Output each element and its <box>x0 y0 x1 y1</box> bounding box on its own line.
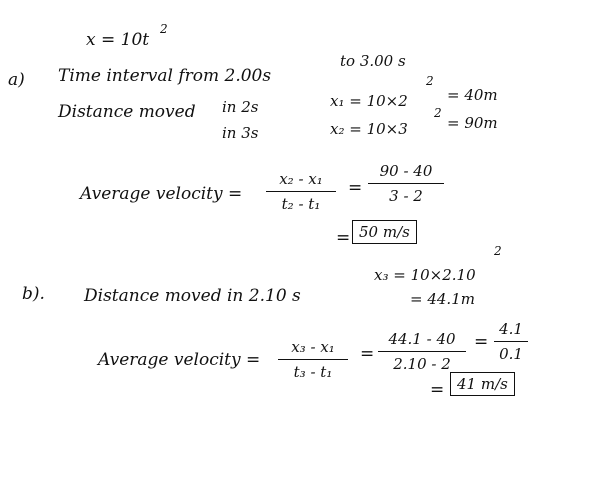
x1-expression: x₁ = 10×2 <box>330 92 408 110</box>
in-2s-label: in 2s <box>222 98 259 116</box>
position-exponent: 2 <box>160 22 168 36</box>
velocity-formula-a <box>266 172 336 212</box>
x3-exponent: 2 <box>494 244 502 258</box>
position-equation: x = 10t <box>86 30 150 50</box>
substitution-a <box>368 164 444 204</box>
substitution-b-bar <box>378 351 466 352</box>
simplified-b-denominator: 0.1 <box>499 345 523 363</box>
simplified-b-bar <box>494 341 528 342</box>
substitution-a-denominator: 3 - 2 <box>389 187 423 205</box>
x2-exponent: 2 <box>434 106 442 120</box>
x1-exponent: 2 <box>426 74 434 88</box>
x3-expression: x₃ = 10×2.10 <box>374 266 476 284</box>
equals-a1: = <box>348 178 363 198</box>
x1-result: = 40m <box>447 86 498 104</box>
formula-a-denominator: t₂ - t₁ <box>281 195 321 213</box>
velocity-formula-b <box>278 340 348 380</box>
answer-a-box: 50 m/s <box>352 220 417 244</box>
average-velocity-a-label: Average velocity = <box>80 184 243 204</box>
x2-expression: x₂ = 10×3 <box>330 120 408 138</box>
average-velocity-b-label: Average velocity = <box>98 350 261 370</box>
simplified-b-numerator: 4.1 <box>499 320 523 338</box>
equals-b3: = <box>430 380 445 400</box>
formula-b-denominator: t₃ - t₁ <box>293 363 333 381</box>
answer-b-box: 41 m/s <box>450 372 515 396</box>
part-b-label: b). <box>22 284 45 304</box>
substitution-a-numerator: 90 - 40 <box>379 162 433 180</box>
substitution-b <box>378 332 466 372</box>
equals-a2: = <box>336 228 351 248</box>
formula-a-numerator: x₂ - x₁ <box>279 170 323 188</box>
distance-moved-label: Distance moved <box>58 102 196 122</box>
formula-b-bar <box>278 359 348 360</box>
simplified-b <box>494 322 528 362</box>
x3-result: = 44.1m <box>410 290 475 308</box>
in-3s-label: in 3s <box>222 124 259 142</box>
equals-b2: = <box>474 332 489 352</box>
substitution-a-bar <box>368 183 444 184</box>
time-interval-to: to 3.00 s <box>340 52 406 70</box>
part-a-label: a) <box>8 70 25 90</box>
x2-result: = 90m <box>447 114 498 132</box>
time-interval-text: Time interval from 2.00s <box>58 66 272 86</box>
distance-moved-b: Distance moved in 2.10 s <box>84 286 301 306</box>
formula-a-bar <box>266 191 336 192</box>
equals-b1: = <box>360 344 375 364</box>
substitution-b-denominator: 2.10 - 2 <box>393 355 451 373</box>
formula-b-numerator: x₃ - x₁ <box>291 338 335 356</box>
substitution-b-numerator: 44.1 - 40 <box>388 330 456 348</box>
